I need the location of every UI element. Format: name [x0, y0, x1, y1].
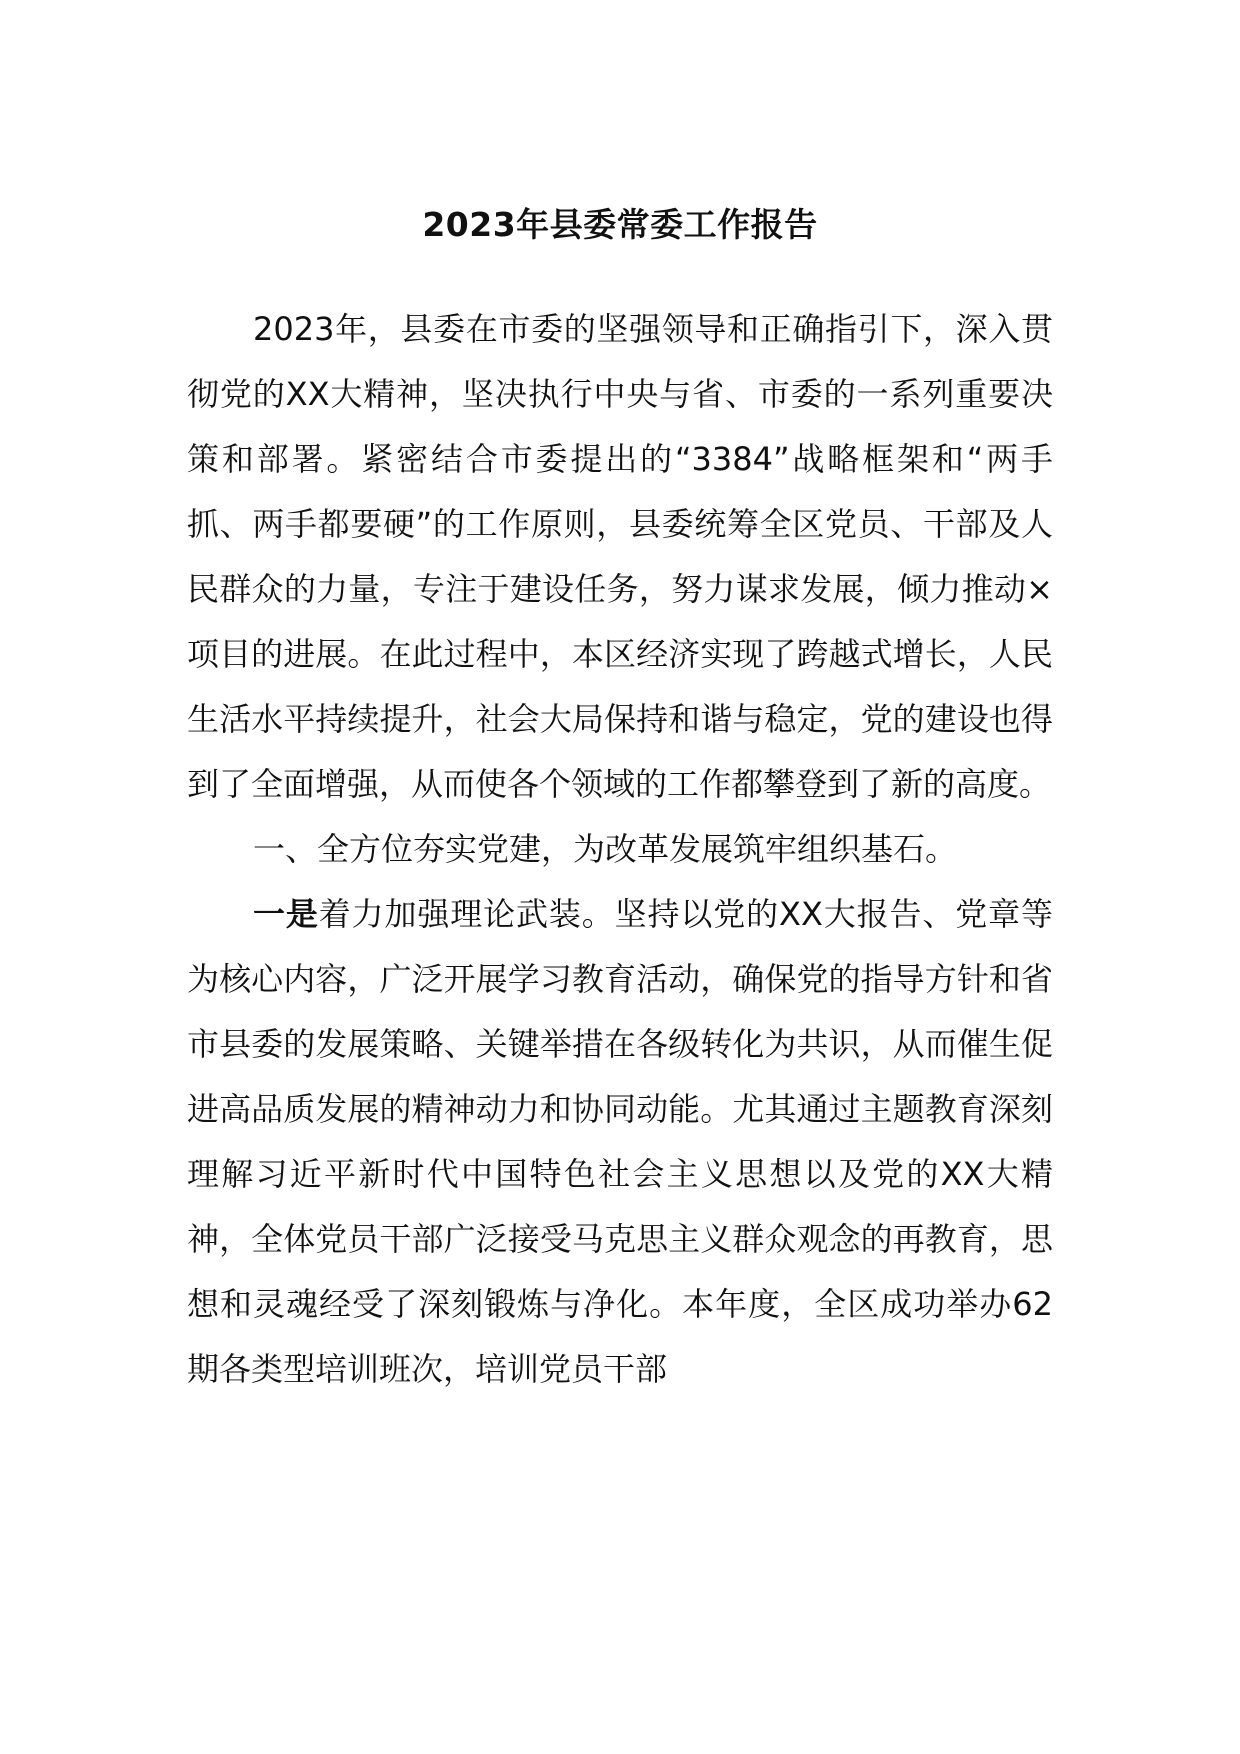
intro-paragraph: 2023年，县委在市委的坚强领导和正确指引下，深入贯彻党的XX大精神，坚决执行中央与省、市委的一系列重要决策和部署。紧密结合市委提出的“3384”战略框架和“两手抓、两手都要硬”的工作原则，县委统筹全区党员、干部及人民群众的力量，专注于建设任务，努力谋求发展，倾力推动×项目的进展。在此过程中，本区经济实现了跨越式增长，人民生活水平持续提升，社会大局保持和谐与稳定，党的建设也得到了全面增强，从而使各个领域的工作都攀登到了新的高度。	[187, 310, 1053, 803]
item-one-text: 着力加强理论武装。坚持以党的XX大报告、党章等为核心内容，广泛开展学习教育活动，确保党的指导方针和省市县委的发展策略、关键举措在各级转化为共识，从而催生促进高品质发展的精神动力和协同动能。尤其通过主题教育深刻理解习近平新时代中国特色社会主义思想以及党的XX大精神，全体党员干部广泛接受马克思主义群众观念的再教育，思想和灵魂经受了深刻锻炼与净化。本年度，全区成功举办62期各类型培训班次，培训党员干部	[187, 895, 1053, 1388]
section-heading: 一、全方位夯实党建，为改革发展筑牢组织基石。	[253, 830, 958, 868]
document-body	[187, 297, 1053, 1402]
item-one-paragraph	[187, 882, 1053, 1402]
item-one-lead: 一是	[253, 895, 319, 933]
document-title: 2023年县委常委工作报告	[422, 205, 818, 244]
